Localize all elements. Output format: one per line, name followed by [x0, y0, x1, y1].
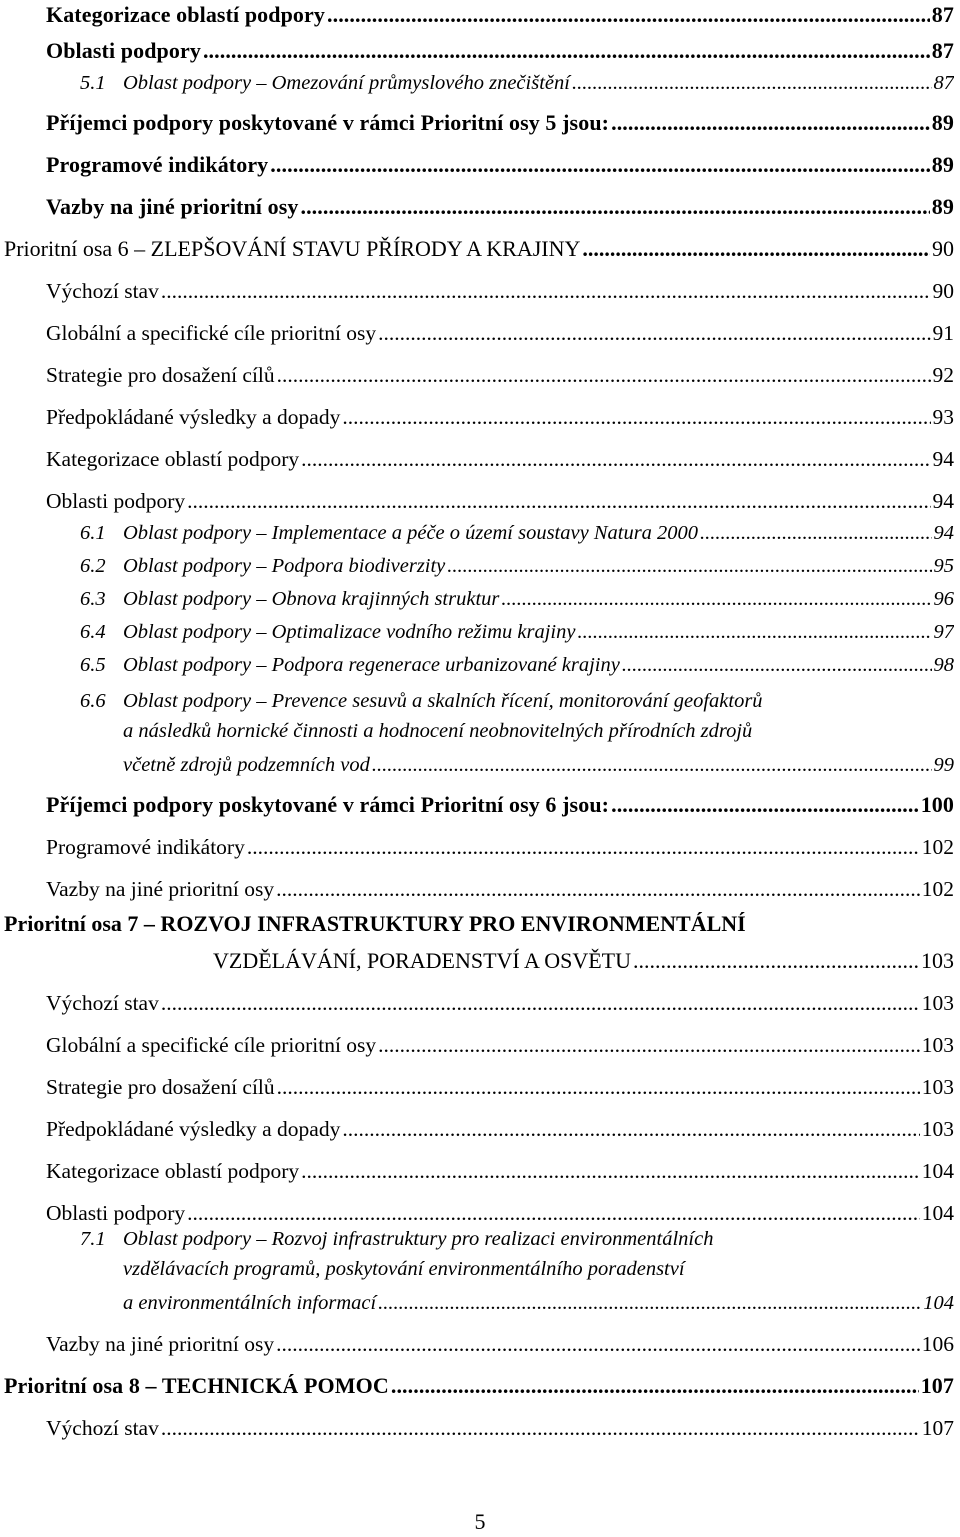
toc-entry-page: 102 — [921, 877, 954, 901]
toc-leader-dots — [161, 991, 920, 1016]
toc-entry-title-line: vzdělávacích programů, poskytování environmentálního poradenství — [123, 1258, 685, 1280]
toc-entry-title: Globální a specifické cíle prioritní osy — [46, 321, 377, 345]
toc-entry-title: Strategie pro dosažení cílů — [46, 363, 275, 387]
toc-entry[interactable] — [0, 637, 960, 677]
toc-entry[interactable] — [0, 976, 960, 1016]
toc-leader-dots — [378, 1033, 920, 1058]
toc-entry-page: 107 — [921, 1416, 954, 1440]
toc-entry[interactable] — [0, 778, 960, 818]
toc-entry-page: 87 — [931, 38, 954, 63]
toc-leader-dots — [378, 1292, 921, 1315]
toc-entry-page: 89 — [931, 152, 954, 177]
toc-entry-title-line: VZDĚLÁVÁNÍ, PORADENSTVÍ A OSVĚTU — [213, 948, 631, 973]
toc-leader-dots — [276, 1332, 920, 1357]
toc-entry-page: 93 — [932, 405, 954, 429]
toc-entry-title: Prioritní osa 8 – TECHNICKÁ POMOC — [4, 1373, 389, 1398]
toc-leader-dots — [276, 877, 920, 902]
toc-leader-dots — [342, 405, 930, 430]
toc-entry-title: Oblasti podpory — [46, 1201, 186, 1225]
toc-entry-page: 94 — [932, 447, 954, 471]
toc-entry-axis[interactable] — [0, 1359, 960, 1399]
toc-entry-title-line: a environmentálních informací — [123, 1292, 377, 1314]
toc-entry[interactable] — [0, 432, 960, 472]
toc-entry-title: Kategorizace oblastí podpory — [46, 2, 325, 27]
toc-entry-title: Oblast podpory – Podpora biodiverzity — [123, 555, 446, 577]
toc-entry-title: Příjemci podpory poskytované v rámci Prioritní osy 6 jsou: — [46, 792, 610, 817]
toc-entry-title: Oblast podpory – Podpora regenerace urbanizované krajiny — [123, 654, 620, 676]
toc-entry[interactable] — [0, 1186, 960, 1226]
toc-entry-title: Kategorizace oblastí podpory — [46, 447, 300, 471]
toc-entry-page: 94 — [933, 522, 954, 544]
toc-entry[interactable] — [0, 390, 960, 430]
toc-entry-title: Oblast podpory – Optimalizace vodního režimu krajiny — [123, 621, 576, 643]
toc-entry-page: 103 — [921, 1033, 954, 1057]
toc-entry-page: 89 — [931, 194, 954, 219]
toc-entry-title: Prioritní osa 6 – ZLEPŠOVÁNÍ STAVU PŘÍRODY A KRAJINY — [4, 236, 581, 261]
toc-entry-title-line: včetně zdrojů podzemních vod — [123, 754, 370, 776]
toc-entry-page: 99 — [933, 754, 954, 776]
toc-entry-title: Výchozí stav — [46, 991, 159, 1015]
toc-entry[interactable] — [0, 1144, 960, 1184]
toc-entry-page: 89 — [931, 110, 954, 135]
toc-entry-title: Kategorizace oblastí podpory — [46, 1159, 300, 1183]
toc-entry-page: 98 — [933, 654, 954, 676]
toc-entry-title: Globální a specifické cíle prioritní osy — [46, 1033, 377, 1057]
toc-leader-dots — [270, 152, 930, 178]
toc-leader-dots — [572, 72, 932, 95]
toc-entry-page: 95 — [933, 555, 954, 577]
toc-entry-title-line: Prioritní osa 7 – ROZVOJ INFRASTRUKTURY PRO ENVIRONMENTÁLNÍ — [4, 911, 746, 936]
toc-leader-dots — [187, 1201, 920, 1226]
toc-leader-dots — [161, 1416, 920, 1441]
toc-entry-number: 6.2 — [80, 555, 106, 577]
toc-leader-dots — [372, 754, 932, 777]
toc-entry-page: 103 — [921, 1117, 954, 1141]
toc-entry-title: Programové indikátory — [46, 835, 245, 859]
toc-entry[interactable] — [0, 820, 960, 860]
toc-entry-page: 87 — [931, 2, 954, 27]
toc-entry-title-line: a následků hornické činnosti a hodnocení neobnovitelných přírodních zdrojů — [123, 720, 753, 742]
toc-leader-dots — [277, 1075, 920, 1100]
toc-entry-page: 97 — [933, 621, 954, 643]
toc-entry-title: Předpokládané výsledky a dopady — [46, 405, 341, 429]
toc-leader-dots — [342, 1117, 919, 1142]
toc-entry-page: 102 — [921, 835, 954, 859]
toc-entry-page: 104 — [921, 1201, 954, 1225]
toc-entry-axis[interactable] — [0, 222, 960, 262]
toc-entry-number: 7.1 — [80, 1228, 106, 1250]
toc-leader-dots — [611, 110, 930, 136]
toc-entry-page: 90 — [932, 236, 954, 261]
toc-entry[interactable] — [0, 348, 960, 388]
toc-entry-title: Vazby na jiné prioritní osy — [46, 1332, 275, 1356]
toc-entry[interactable] — [0, 1060, 960, 1100]
toc-entry-title: Oblast podpory – Obnova krajinných struktur — [123, 588, 500, 610]
toc-entry-title: Vazby na jiné prioritní osy — [46, 877, 275, 901]
toc-entry[interactable] — [0, 138, 960, 178]
toc-leader-dots — [300, 194, 929, 220]
toc-leader-dots — [633, 948, 919, 974]
toc-entry-page: 106 — [921, 1332, 954, 1356]
toc-leader-dots — [301, 447, 930, 472]
toc-entry-page: 104 — [921, 1159, 954, 1183]
toc-entry-number: 6.4 — [80, 621, 106, 643]
toc-entry-page: 87 — [933, 72, 954, 94]
toc-leader-dots — [391, 1373, 919, 1399]
toc-entry-last-line — [0, 1275, 960, 1315]
toc-entry[interactable] — [0, 264, 960, 304]
toc-entry-page: 107 — [920, 1373, 954, 1398]
toc-entry[interactable] — [0, 1317, 960, 1357]
page-number: 5 — [474, 1509, 486, 1534]
toc-entry[interactable] — [0, 55, 960, 95]
toc-entry-title: Předpokládané výsledky a dopady — [46, 1117, 341, 1141]
toc-entry-page: 94 — [932, 489, 954, 513]
toc-entry[interactable] — [0, 862, 960, 902]
toc-entry-title: Oblast podpory – Omezování průmyslového znečištění — [123, 72, 570, 94]
toc-leader-dots — [301, 1159, 920, 1184]
toc-entry-title-line: Oblast podpory – Prevence sesuvů a skalních řícení, monitorování geofaktorů — [123, 690, 763, 712]
toc-leader-dots — [622, 654, 932, 677]
toc-entry-page: 103 — [921, 948, 954, 973]
toc-entry-title: Programové indikátory — [46, 152, 269, 177]
toc-leader-dots — [277, 363, 931, 388]
toc-entry-page: 104 — [923, 1292, 954, 1314]
toc-entry-page: 91 — [932, 321, 954, 345]
toc-entry-page: 92 — [932, 363, 954, 387]
toc-leader-dots — [247, 835, 920, 860]
toc-entry-last-line — [0, 934, 960, 974]
toc-entry-number: 6.1 — [80, 522, 106, 544]
toc-leader-dots — [582, 236, 930, 262]
toc-entry-title: Výchozí stav — [46, 1416, 159, 1440]
toc-entry-number: 6.3 — [80, 588, 106, 610]
toc-entry-page: 103 — [921, 991, 954, 1015]
toc-entry[interactable] — [0, 1018, 960, 1058]
toc-entry-title: Oblasti podpory — [46, 38, 201, 63]
toc-entry-page: 103 — [921, 1075, 954, 1099]
toc-entry[interactable] — [0, 96, 960, 136]
toc-entry[interactable] — [0, 1102, 960, 1142]
toc-entry-title-line: Oblast podpory – Rozvoj infrastruktury pro realizaci environmentálních — [123, 1228, 714, 1250]
toc-entry-title: Vazby na jiné prioritní osy — [46, 194, 299, 219]
toc-leader-dots — [378, 321, 930, 346]
toc-leader-dots — [611, 792, 919, 818]
toc-entry-page: 90 — [932, 279, 954, 303]
toc-entry-last-line — [0, 737, 960, 777]
toc-entry-page: 100 — [920, 792, 954, 817]
toc-entry-number: 6.6 — [80, 690, 106, 712]
toc-entry[interactable] — [0, 306, 960, 346]
toc-entry-title: Strategie pro dosažení cílů — [46, 1075, 275, 1099]
toc-entry-title: Příjemci podpory poskytované v rámci Prioritní osy 5 jsou: — [46, 110, 610, 135]
toc-entry-number: 6.5 — [80, 654, 106, 676]
toc-entry-number: 5.1 — [80, 72, 106, 94]
toc-leader-dots — [161, 279, 931, 304]
toc-entry[interactable] — [0, 1401, 960, 1441]
toc-entry-page: 96 — [933, 588, 954, 610]
toc-entry-title: Oblasti podpory — [46, 489, 186, 513]
toc-entry-title: Výchozí stav — [46, 279, 159, 303]
toc-entry[interactable] — [0, 180, 960, 220]
toc-entry-title: Oblast podpory – Implementace a péče o území soustavy Natura 2000 — [123, 522, 699, 544]
